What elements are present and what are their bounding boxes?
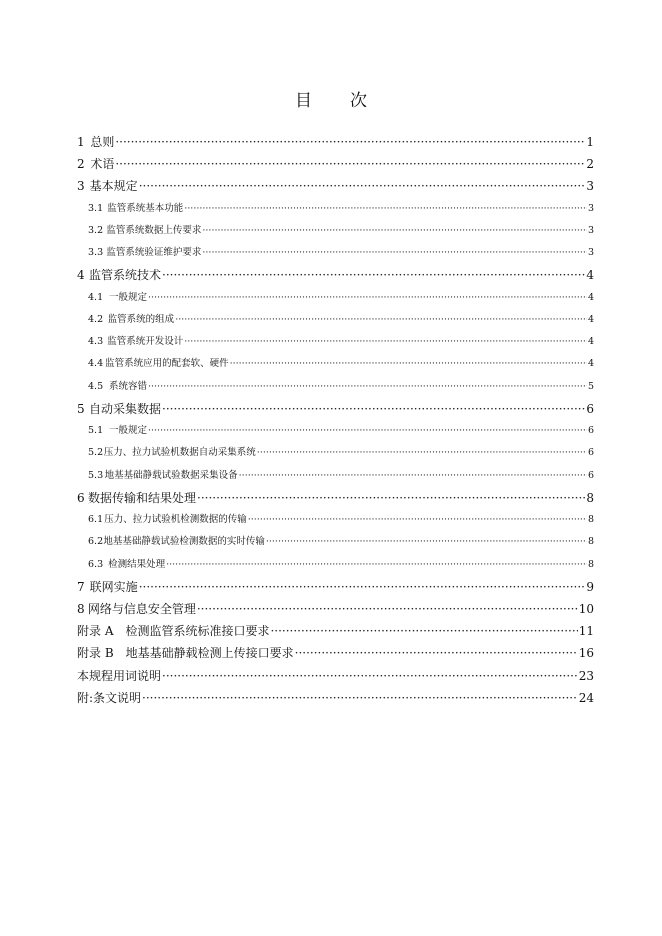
toc-entry	[77, 600, 594, 618]
toc-entry-page: 8	[586, 491, 594, 505]
toc-leader-dots	[197, 491, 585, 505]
toc-entry-page: 3	[587, 247, 594, 258]
toc-entry	[88, 222, 594, 237]
toc-entry-number: 6.2	[88, 536, 104, 547]
toc-entry-label: 监管系统开发设计	[107, 336, 184, 347]
toc-entry-number: 3.1	[88, 203, 104, 214]
toc-entry	[88, 444, 594, 459]
toc-entry-number: 3.3	[88, 247, 104, 258]
toc-entry-label: 一般规定	[108, 425, 147, 436]
toc-leader-dots	[162, 268, 585, 282]
toc-entry-page: 1	[586, 135, 594, 149]
toc-entry	[88, 511, 594, 526]
toc-entry-label: 监管系统基本功能	[107, 203, 184, 214]
toc-entry-number: 6	[77, 491, 85, 505]
toc-entry-number: 7	[77, 580, 85, 594]
toc-entry-page: 10	[578, 602, 594, 616]
toc-entry-label: 总则	[90, 135, 115, 149]
toc-entry-page: 8	[587, 514, 594, 525]
toc-entry	[77, 177, 594, 195]
toc-entry-label: 本规程用词说明	[77, 669, 162, 683]
toc-entry	[77, 400, 594, 418]
toc-leader-dots	[142, 691, 578, 705]
toc-leader-dots	[115, 135, 585, 149]
toc-entry-number: 8	[77, 602, 85, 616]
toc-entry-number: 1	[77, 135, 85, 149]
toc-leader-dots	[175, 314, 587, 325]
toc-entry-number: 4.5	[88, 381, 104, 392]
toc-leader-dots	[184, 336, 587, 347]
toc-entry-page: 6	[587, 470, 594, 481]
toc-entry-label: 监管系统数据上传要求	[106, 225, 202, 236]
toc-entry-label: 网络与信息安全管理	[87, 602, 196, 616]
toc-leader-dots	[230, 358, 587, 369]
toc-entry	[77, 578, 594, 596]
title-left: 目	[295, 91, 312, 111]
toc-entry-label: 自动采集数据	[89, 402, 162, 416]
toc-entry-label: 附录 B 地基基础静载检测上传接口要求	[77, 646, 294, 660]
toc-entry-label: 联网实施	[89, 580, 138, 594]
toc-entry-page: 24	[578, 691, 594, 705]
toc-entry-label: 监管系统技术	[89, 268, 162, 282]
toc-entry-label: 数据传输和结果处理	[88, 491, 197, 505]
toc-entry-number: 6.1	[88, 514, 104, 525]
toc-entry	[88, 200, 594, 215]
toc-entry-number: 5.1	[88, 425, 104, 436]
toc-entry	[77, 155, 594, 173]
toc-entry-number: 4.1	[88, 292, 104, 303]
toc-entry	[88, 467, 594, 482]
title-right: 次	[350, 91, 367, 111]
toc-entry-page: 6	[587, 447, 594, 458]
toc-entry-label: 检测结果处理	[108, 559, 166, 570]
toc-entry	[77, 622, 594, 640]
toc-leader-dots	[197, 602, 578, 616]
toc-leader-dots	[162, 669, 578, 683]
toc-entry-number: 3.2	[88, 225, 104, 236]
toc-entry-page: 23	[578, 669, 594, 683]
toc-entry-number: 2	[77, 157, 85, 171]
toc-leader-dots	[248, 514, 587, 525]
toc-leader-dots	[148, 425, 587, 436]
toc-entry-page: 4	[587, 336, 594, 347]
toc-entry-page: 6	[587, 425, 594, 436]
toc-entry-page: 3	[586, 179, 594, 193]
toc-entry-page: 8	[587, 559, 594, 570]
toc-entry-page: 2	[586, 157, 594, 171]
toc-leader-dots	[148, 292, 587, 303]
toc-entry-page: 11	[578, 624, 594, 638]
toc-leader-dots	[257, 447, 587, 458]
toc-entry-number: 4.3	[88, 336, 104, 347]
toc-entry-label: 附:条文说明	[77, 691, 142, 705]
toc-entry	[88, 311, 594, 326]
toc-entry-label: 一般规定	[108, 292, 147, 303]
toc-entry-label: 地基基础静载试验数据采集设备	[104, 470, 238, 481]
toc-leader-dots	[148, 381, 587, 392]
toc-leader-dots	[202, 247, 587, 258]
toc-entry-page: 5	[587, 381, 594, 392]
toc-entry-page: 16	[578, 646, 594, 660]
toc-entry-page: 9	[586, 580, 594, 594]
toc-entry-label: 监管系统应用的配套软、硬件	[105, 358, 229, 369]
toc-entry-label: 系统容错	[108, 381, 147, 392]
toc-entry-label: 压力、拉力试验机数据自动采集系统	[103, 447, 256, 458]
toc-entry	[77, 266, 594, 284]
toc-entry-number: 3	[77, 179, 85, 193]
toc-entry-page: 4	[587, 292, 594, 303]
toc-entry-page: 4	[586, 268, 594, 282]
toc-entry	[77, 689, 594, 707]
toc-entry-page: 8	[587, 536, 594, 547]
toc-entry	[88, 244, 594, 259]
toc-entry-number: 4.2	[88, 314, 104, 325]
toc-entry	[88, 533, 594, 548]
toc-entry-label: 压力、拉力试验机检测数据的传输	[104, 514, 247, 525]
toc-entry-label: 术语	[90, 157, 115, 171]
toc-entry	[77, 667, 594, 685]
toc-entry-label: 基本规定	[89, 179, 138, 193]
toc-entry-label: 附录 A 检测监管系统标准接口要求	[77, 624, 270, 638]
toc-entry	[88, 289, 594, 304]
toc-leader-dots	[139, 179, 586, 193]
toc-entry-number: 6.3	[88, 559, 104, 570]
toc-entry-page: 3	[587, 203, 594, 214]
toc-leader-dots	[295, 646, 578, 660]
toc-entry-page: 3	[587, 225, 594, 236]
toc-entry	[77, 489, 594, 507]
toc-entry-number: 5.2	[88, 447, 104, 458]
toc-entry-label: 地基基础静载试验检测数据的实时传输	[103, 536, 265, 547]
toc-entry-label: 监管系统验证维护要求	[106, 247, 202, 258]
toc-entry-page: 4	[587, 358, 594, 369]
toc-entry-number: 5.3	[88, 470, 104, 481]
toc-leader-dots	[266, 536, 587, 547]
toc-leader-dots	[162, 402, 585, 416]
toc-entry	[88, 333, 594, 348]
toc-leader-dots	[202, 225, 587, 236]
toc-leader-dots	[270, 624, 577, 638]
toc-entry-number: 4.4	[88, 358, 104, 369]
toc-leader-dots	[166, 559, 587, 570]
toc-entry-number: 5	[77, 402, 85, 416]
toc-entry-number: 4	[77, 268, 85, 282]
toc-entry-page: 6	[586, 402, 594, 416]
toc-entry	[88, 422, 594, 437]
toc-entry	[88, 378, 594, 393]
toc-entry-label: 监管系统的组成	[107, 314, 175, 325]
toc-leader-dots	[115, 157, 585, 171]
toc-leader-dots	[184, 203, 587, 214]
toc-entry	[88, 355, 594, 370]
toc-leader-dots	[139, 580, 586, 594]
toc-entry	[77, 644, 594, 662]
toc-leader-dots	[239, 470, 587, 481]
toc-entry-page: 4	[587, 314, 594, 325]
toc-entry	[88, 556, 594, 571]
toc-entry	[77, 133, 594, 151]
